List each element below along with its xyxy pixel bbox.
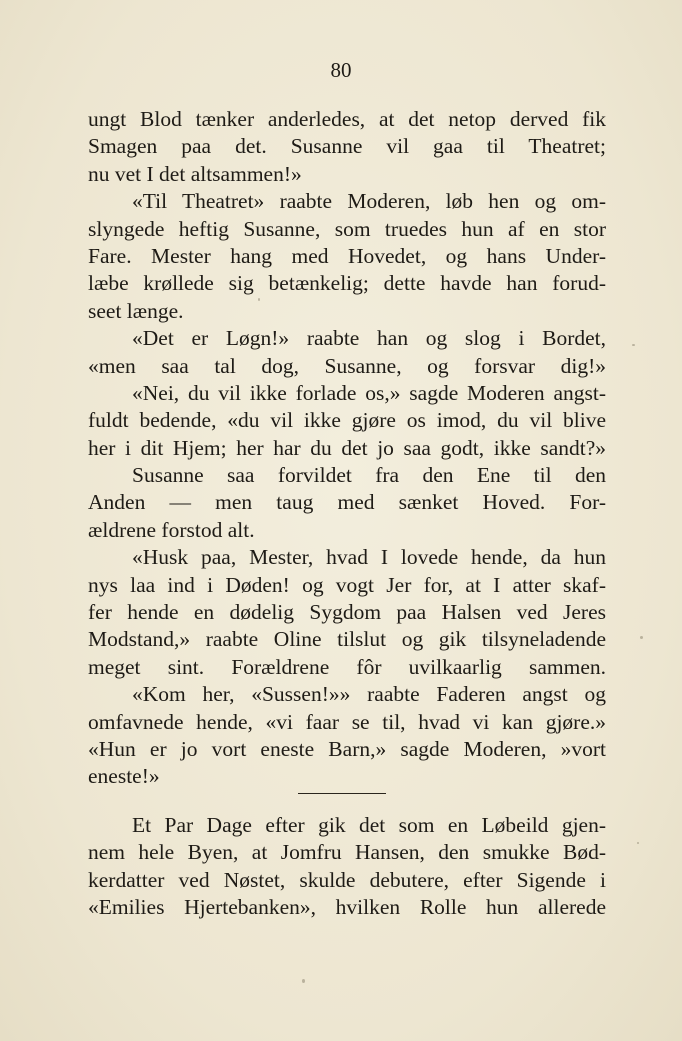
text-line: Anden — men taug med sænket Hoved. For- — [88, 490, 606, 515]
text-line: fuldt bedende, «du vil ikke gjøre os imod, du vil blive — [88, 408, 606, 433]
text-line: slyngede heftig Susanne, som truedes hun af en stor — [88, 216, 606, 241]
text-line: Et Par Dage efter gik det som en Løbeild gjen- — [132, 813, 606, 837]
paper-speck — [258, 298, 260, 301]
text-line: fer hende en dødelig Sygdom paa Halsen ved Jeres — [88, 600, 606, 625]
section-divider — [298, 793, 386, 794]
text-line: Susanne saa forvildet fra den Ene til den — [132, 463, 606, 488]
text-line: «Nei, du vil ikke forlade os,» sagde Moderen angst- — [132, 380, 606, 405]
paper-speck — [637, 842, 639, 844]
main-text-block — [88, 106, 606, 791]
text-line: her i dit Hjem; her har du det jo saa godt, ikke sandt?» — [88, 435, 606, 460]
text-line: «Til Theatret» raabte Moderen, løb hen og om- — [132, 189, 606, 214]
text-line: læbe krøllede sig betænkelig; dette havde han forud- — [88, 271, 606, 296]
text-line: omfavnede hende, «vi faar se til, hvad vi kan gjøre.» — [88, 709, 606, 734]
text-line: Modstand,» raabte Oline tilslut og gik tilsyneladende — [88, 627, 606, 652]
text-line: eneste!» — [88, 764, 160, 789]
text-line: «men saa tal dog, Susanne, og forsvar dig!» — [88, 353, 606, 378]
text-line: ungt Blod tænker anderledes, at det netop derved fik — [88, 107, 606, 131]
second-text-block — [88, 812, 606, 922]
text-line: Fare. Mester hang med Hovedet, og hans Under- — [88, 243, 606, 268]
text-line: nys laa ind i Døden! og vogt Jer for, at I atter skaf- — [88, 572, 606, 597]
text-line: seet længe. — [88, 298, 184, 323]
text-line: nu vet I det altsammen!» — [88, 161, 302, 186]
page-number: 80 — [330, 58, 352, 82]
text-line: «Husk paa, Mester, hvad I lovede hende, da hun — [132, 545, 606, 570]
text-line: «Kom her, «Sussen!»» raabte Faderen angst og — [132, 682, 606, 707]
text-line: Smagen paa det. Susanne vil gaa til Theatret; — [88, 134, 606, 159]
text-line: «Hun er jo vort eneste Barn,» sagde Moderen, »vort — [88, 736, 606, 761]
text-line: meget sint. Forældrene fôr uvilkaarlig sammen. — [88, 654, 606, 679]
text-line: «Det er Løgn!» raabte han og slog i Bordet, — [132, 326, 606, 351]
text-line: nem hele Byen, at Jomfru Hansen, den smukke Bød- — [88, 840, 606, 865]
text-line: kerdatter ved Nøstet, skulde debutere, efter Sigende i — [88, 867, 606, 892]
paper-speck — [640, 636, 643, 639]
text-line: ældrene forstod alt. — [88, 517, 255, 542]
text-line: «Emilies Hjertebanken», hvilken Rolle hun allerede — [88, 895, 606, 920]
paper-speck — [632, 344, 635, 346]
paper-speck — [302, 979, 305, 983]
